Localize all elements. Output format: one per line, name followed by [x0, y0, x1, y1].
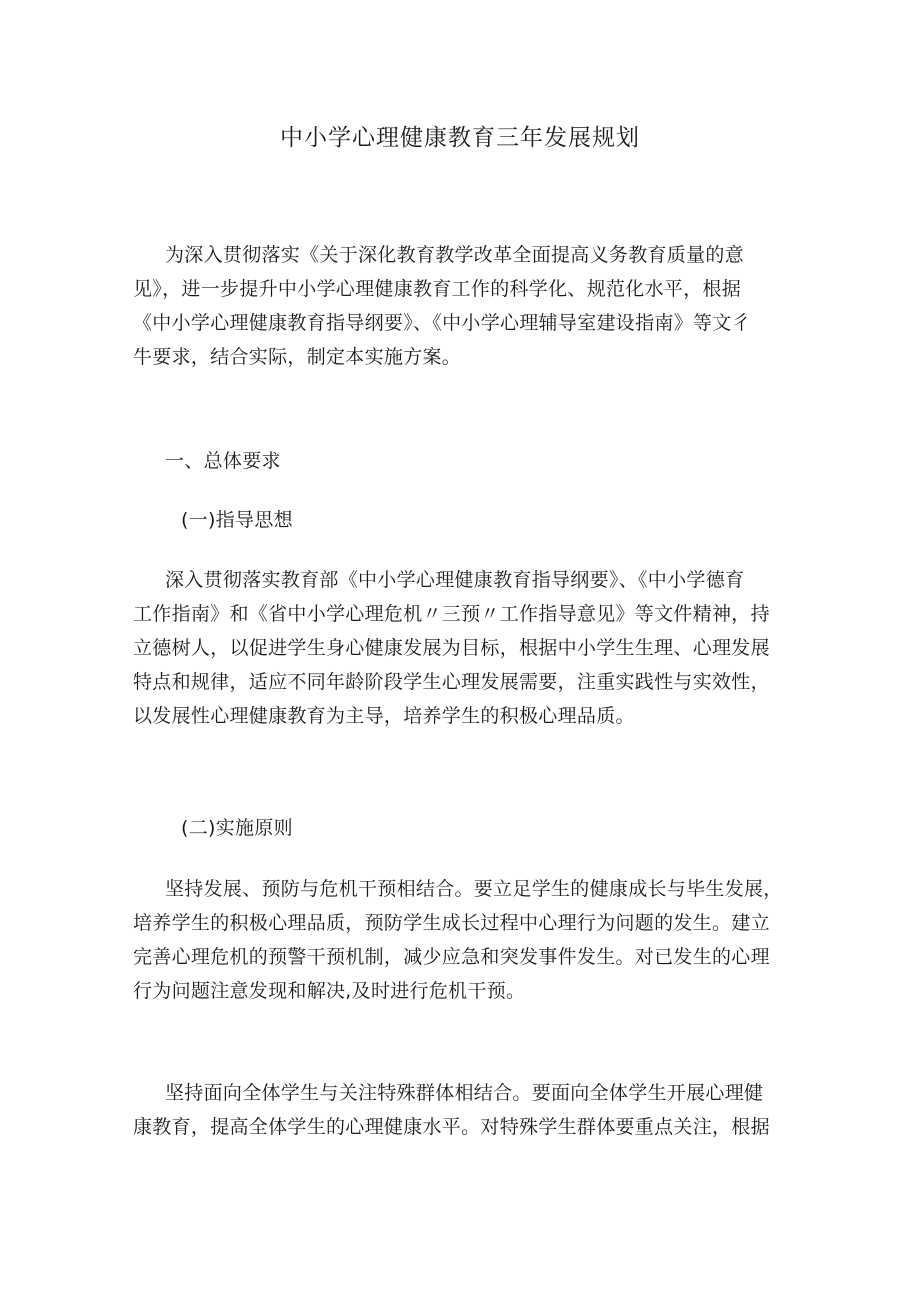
paragraph-line: 坚持发展、预防与危机干预相结合。要立足学生的健康成长与毕生发展，: [165, 878, 783, 900]
intro-line: 为深入贯彻落实《关于深化教育教学改革全面提高义务教育质量的意: [165, 244, 745, 266]
principle-paragraph: [133, 1076, 798, 1144]
intro-line: 《中小学心理健康教育指导纲要》、《中小学心理辅导室建设指南》等文彳: [133, 312, 751, 334]
paragraph-line: 特点和规律，适应不同年龄阶段学生心理发展需要，注重实践性与实效性，: [133, 671, 770, 693]
sub2-heading: (二)实施原则: [181, 817, 293, 839]
section-heading: [133, 444, 798, 478]
subsection-heading: [133, 811, 798, 845]
paragraph-line: 坚持面向全体学生与关注特殊群体相结合。要面向全体学生开展心理健: [165, 1082, 764, 1104]
sub1-heading: (一)指导思想: [181, 509, 293, 531]
paragraph-line: 完善心理危机的预警干预机制，减少应急和突发事件发生。对已发生的心理: [133, 946, 770, 968]
intro-line: 牛要求，结合实际，制定本实施方案。: [133, 346, 462, 368]
paragraph-line: 工作指南》和《省中小学心理危机〃三预〃工作指导意见》等文件精神，持: [133, 603, 770, 625]
intro-line: 见》，进一步提升中小学心理健康教育工作的科学化、规范化水平，根据: [133, 278, 742, 300]
document-title: 中小学心理健康教育三年发展规划: [280, 125, 640, 151]
section1-heading: 一、总体要求: [165, 450, 281, 472]
paragraph-line: 康教育，提高全体学生的心理健康水平。对特殊学生群体要重点关注，根据: [133, 1116, 770, 1138]
paragraph-line: 立德树人，以促进学生身心健康发展为目标，根据中小学生生理、心理发展: [133, 637, 770, 659]
paragraph-line: 培养学生的积极心理品质，预防学生成长过程中心理行为问题的发生。建立: [133, 912, 770, 934]
intro-paragraph: [133, 238, 798, 374]
principle-paragraph: [133, 872, 798, 1008]
guiding-thought-paragraph: [133, 563, 798, 733]
paragraph-line: 以发展性心理健康教育为主导，培养学生的积极心理品质。: [133, 705, 635, 727]
paragraph-line: 深入贯彻落实教育部《中小学心理健康教育指导纲要》、《中小学德育: [165, 569, 745, 591]
subsection-heading: [133, 503, 798, 537]
paragraph-line: 行为问题注意发现和解决,及时进行危机干预。: [133, 980, 526, 1002]
